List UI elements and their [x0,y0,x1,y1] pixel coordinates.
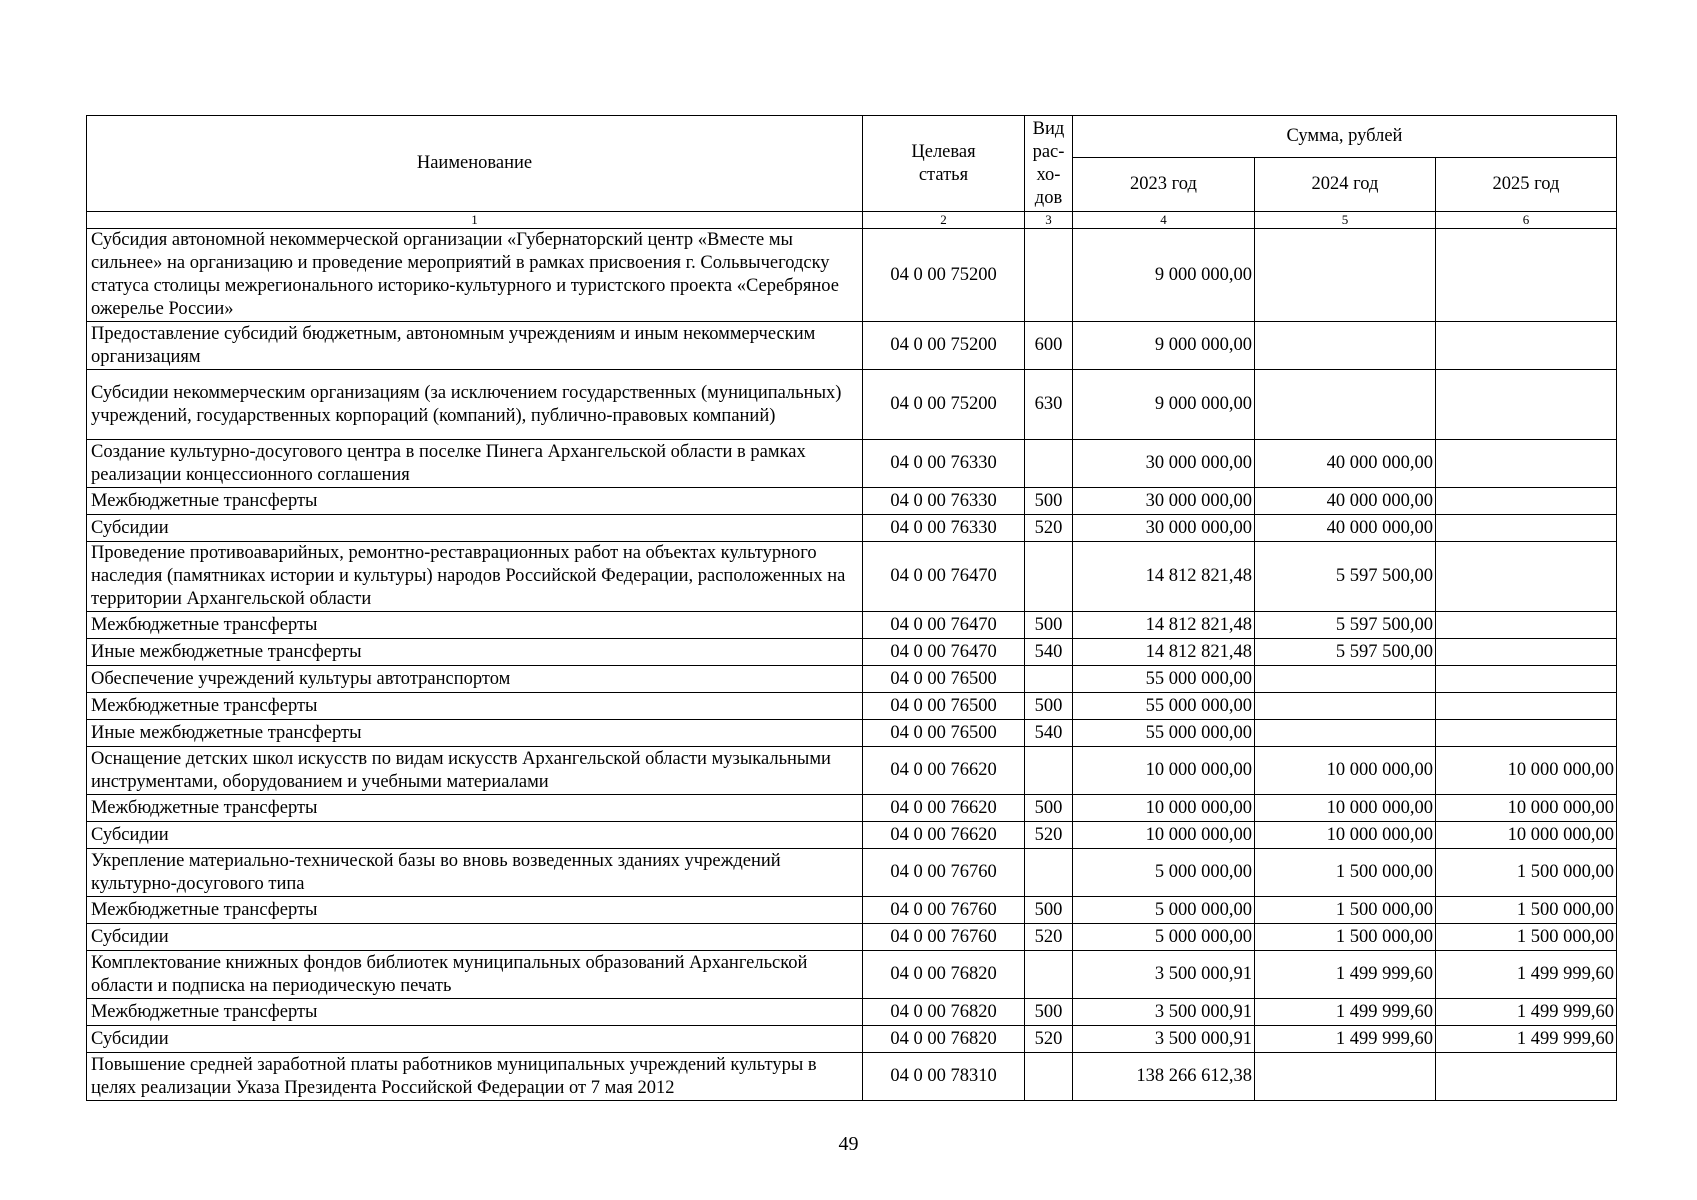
row-sum-2024 [1255,229,1436,322]
header-year-2025: 2025 год [1436,158,1617,212]
row-expense-type: 500 [1025,999,1073,1026]
column-number: 2 [863,212,1025,229]
row-target-article: 04 0 00 76500 [863,666,1025,693]
row-expense-type: 540 [1025,720,1073,747]
row-sum-2023: 30 000 000,00 [1073,515,1255,542]
row-sum-2025 [1436,440,1617,488]
row-expense-type: 520 [1025,1026,1073,1053]
column-numbers-row [87,212,1617,229]
row-target-article: 04 0 00 76760 [863,924,1025,951]
column-number: 4 [1073,212,1255,229]
row-sum-2025: 1 500 000,00 [1436,849,1617,897]
row-target-article: 04 0 00 76620 [863,747,1025,795]
row-sum-2023: 10 000 000,00 [1073,747,1255,795]
row-name: Обеспечение учреждений культуры автотранспортом [87,666,863,693]
row-sum-2023: 3 500 000,91 [1073,1026,1255,1053]
table-row [87,440,1617,488]
table-row [87,542,1617,612]
header-name: Наименование [87,116,863,212]
table-row [87,999,1617,1026]
header-expense-type [1025,116,1073,212]
row-sum-2025 [1436,1053,1617,1101]
row-sum-2023: 14 812 821,48 [1073,639,1255,666]
row-name: Субсидии [87,1026,863,1053]
row-expense-type: 520 [1025,822,1073,849]
row-name: Межбюджетные трансферты [87,795,863,822]
row-name: Субсидии некоммерческим организациям (за исключением государственных (муниципальных) учреждений, государственных корпораций (компаний), публично-правовых компаний) [87,370,863,440]
column-number: 6 [1436,212,1617,229]
row-expense-type [1025,951,1073,999]
row-sum-2025: 1 500 000,00 [1436,897,1617,924]
row-sum-2024 [1255,720,1436,747]
header-target-article [863,116,1025,212]
column-number: 3 [1025,212,1073,229]
row-sum-2023: 5 000 000,00 [1073,897,1255,924]
row-target-article: 04 0 00 76330 [863,488,1025,515]
table-row [87,951,1617,999]
row-name: Межбюджетные трансферты [87,999,863,1026]
row-expense-type [1025,229,1073,322]
row-sum-2024: 10 000 000,00 [1255,795,1436,822]
row-name: Субсидии [87,822,863,849]
header-target-article-text: Целевая статья [911,141,976,185]
row-target-article: 04 0 00 76820 [863,999,1025,1026]
row-sum-2023: 55 000 000,00 [1073,666,1255,693]
budget-table [86,115,1617,1101]
row-sum-2025 [1436,639,1617,666]
row-sum-2024: 1 500 000,00 [1255,924,1436,951]
row-expense-type [1025,849,1073,897]
row-sum-2023: 10 000 000,00 [1073,822,1255,849]
row-sum-2025 [1436,229,1617,322]
page-number: 49 [838,1133,859,1155]
row-sum-2023: 14 812 821,48 [1073,542,1255,612]
row-expense-type: 500 [1025,795,1073,822]
table-row [87,612,1617,639]
row-sum-2025: 1 499 999,60 [1436,951,1617,999]
table-row [87,488,1617,515]
row-sum-2024: 5 597 500,00 [1255,542,1436,612]
header-year-2024: 2024 год [1255,158,1436,212]
row-sum-2023: 55 000 000,00 [1073,720,1255,747]
header-year-2023: 2023 год [1073,158,1255,212]
row-expense-type: 500 [1025,612,1073,639]
column-number: 1 [87,212,863,229]
row-name: Предоставление субсидий бюджетным, автономным учреждениям и иным некоммерческим организациям [87,322,863,370]
table-row [87,924,1617,951]
row-sum-2025 [1436,693,1617,720]
row-target-article: 04 0 00 76470 [863,542,1025,612]
row-sum-2023: 5 000 000,00 [1073,849,1255,897]
row-name: Укрепление материально-технической базы во вновь возведенных зданиях учреждений культурно-досугового типа [87,849,863,897]
row-sum-2024 [1255,693,1436,720]
table-row [87,822,1617,849]
row-expense-type [1025,440,1073,488]
row-expense-type: 630 [1025,370,1073,440]
row-target-article: 04 0 00 76620 [863,822,1025,849]
row-sum-2025 [1436,720,1617,747]
row-sum-2024: 1 499 999,60 [1255,1026,1436,1053]
row-sum-2024: 1 500 000,00 [1255,849,1436,897]
row-name: Проведение противоаварийных, ремонтно-реставрационных работ на объектах культурного наследия (памятниках истории и культуры) народов Российской Федерации, расположенных на территории Архангельской области [87,542,863,612]
row-sum-2024: 40 000 000,00 [1255,515,1436,542]
row-name: Межбюджетные трансферты [87,612,863,639]
row-target-article: 04 0 00 76760 [863,849,1025,897]
row-sum-2024: 10 000 000,00 [1255,747,1436,795]
row-sum-2023: 9 000 000,00 [1073,229,1255,322]
table-row [87,849,1617,897]
row-target-article: 04 0 00 76500 [863,720,1025,747]
row-sum-2023: 55 000 000,00 [1073,693,1255,720]
row-sum-2024 [1255,666,1436,693]
row-sum-2023: 3 500 000,91 [1073,999,1255,1026]
row-sum-2023: 3 500 000,91 [1073,951,1255,999]
row-sum-2025 [1436,666,1617,693]
row-sum-2023: 30 000 000,00 [1073,440,1255,488]
row-target-article: 04 0 00 76620 [863,795,1025,822]
table-row [87,897,1617,924]
row-sum-2023: 138 266 612,38 [1073,1053,1255,1101]
row-target-article: 04 0 00 76330 [863,440,1025,488]
row-expense-type [1025,666,1073,693]
row-expense-type: 500 [1025,693,1073,720]
row-sum-2025: 1 500 000,00 [1436,924,1617,951]
row-target-article: 04 0 00 76470 [863,612,1025,639]
row-expense-type [1025,542,1073,612]
row-sum-2024: 40 000 000,00 [1255,440,1436,488]
row-sum-2025: 1 499 999,60 [1436,999,1617,1026]
row-target-article: 04 0 00 76500 [863,693,1025,720]
table-body [87,229,1617,1101]
row-sum-2023: 5 000 000,00 [1073,924,1255,951]
row-sum-2025: 10 000 000,00 [1436,822,1617,849]
row-target-article: 04 0 00 75200 [863,322,1025,370]
row-target-article: 04 0 00 76330 [863,515,1025,542]
row-sum-2023: 9 000 000,00 [1073,370,1255,440]
table-row [87,666,1617,693]
row-sum-2024: 5 597 500,00 [1255,639,1436,666]
row-sum-2024: 1 499 999,60 [1255,951,1436,999]
row-sum-2025 [1436,515,1617,542]
table-row [87,720,1617,747]
row-sum-2024: 10 000 000,00 [1255,822,1436,849]
row-expense-type: 520 [1025,924,1073,951]
row-sum-2025: 1 499 999,60 [1436,1026,1617,1053]
row-name: Иные межбюджетные трансферты [87,720,863,747]
row-expense-type: 500 [1025,897,1073,924]
row-sum-2023: 9 000 000,00 [1073,322,1255,370]
row-sum-2024 [1255,370,1436,440]
row-sum-2025 [1436,612,1617,639]
table-row [87,1026,1617,1053]
row-name: Иные межбюджетные трансферты [87,639,863,666]
row-target-article: 04 0 00 76470 [863,639,1025,666]
row-expense-type [1025,747,1073,795]
row-sum-2025 [1436,322,1617,370]
row-expense-type: 520 [1025,515,1073,542]
header-sum: Сумма, рублей [1073,116,1617,158]
table-row [87,370,1617,440]
row-sum-2024: 40 000 000,00 [1255,488,1436,515]
row-name: Создание культурно-досугового центра в поселке Пинега Архангельской области в рамках реализации концессионного соглашения [87,440,863,488]
row-sum-2023: 14 812 821,48 [1073,612,1255,639]
row-sum-2024 [1255,322,1436,370]
row-sum-2023: 10 000 000,00 [1073,795,1255,822]
table-row [87,639,1617,666]
table-row [87,747,1617,795]
row-expense-type [1025,1053,1073,1101]
row-target-article: 04 0 00 78310 [863,1053,1025,1101]
row-target-article: 04 0 00 75200 [863,370,1025,440]
row-sum-2024: 1 500 000,00 [1255,897,1436,924]
row-expense-type: 600 [1025,322,1073,370]
row-name: Межбюджетные трансферты [87,488,863,515]
row-name: Межбюджетные трансферты [87,897,863,924]
row-sum-2023: 30 000 000,00 [1073,488,1255,515]
row-expense-type: 500 [1025,488,1073,515]
row-target-article: 04 0 00 76820 [863,1026,1025,1053]
row-sum-2025: 10 000 000,00 [1436,747,1617,795]
row-sum-2025: 10 000 000,00 [1436,795,1617,822]
row-target-article: 04 0 00 75200 [863,229,1025,322]
column-number: 5 [1255,212,1436,229]
row-sum-2025 [1436,370,1617,440]
table-row [87,1053,1617,1101]
table-row [87,693,1617,720]
row-sum-2024: 1 499 999,60 [1255,999,1436,1026]
row-sum-2025 [1436,542,1617,612]
row-name: Повышение средней заработной платы работников муниципальных учреждений культуры в целях реализации Указа Президента Российской Федерации от 7 мая 2012 [87,1053,863,1101]
row-sum-2024: 5 597 500,00 [1255,612,1436,639]
row-name: Субсидии [87,515,863,542]
row-expense-type: 540 [1025,639,1073,666]
table-row [87,322,1617,370]
row-target-article: 04 0 00 76820 [863,951,1025,999]
row-name: Субсидии [87,924,863,951]
row-name: Комплектование книжных фондов библиотек муниципальных образований Архангельской области и подписка на периодическую печать [87,951,863,999]
row-name: Субсидия автономной некоммерческой организации «Губернаторский центр «Вместе мы сильнее» на организацию и проведение мероприятий в рамках присвоения г. Сольвычегодску статуса столицы межрегионального историко-культурного и туристского проекта «Серебряное ожерелье России» [87,229,863,322]
table-row [87,229,1617,322]
row-target-article: 04 0 00 76760 [863,897,1025,924]
table-row [87,795,1617,822]
row-sum-2024 [1255,1053,1436,1101]
row-name: Межбюджетные трансферты [87,693,863,720]
table-row [87,515,1617,542]
row-name: Оснащение детских школ искусств по видам искусств Архангельской области музыкальными инструментами, оборудованием и учебными материалами [87,747,863,795]
header-expense-type-text: Вид рас- хо- дов [1032,118,1065,208]
row-sum-2025 [1436,488,1617,515]
